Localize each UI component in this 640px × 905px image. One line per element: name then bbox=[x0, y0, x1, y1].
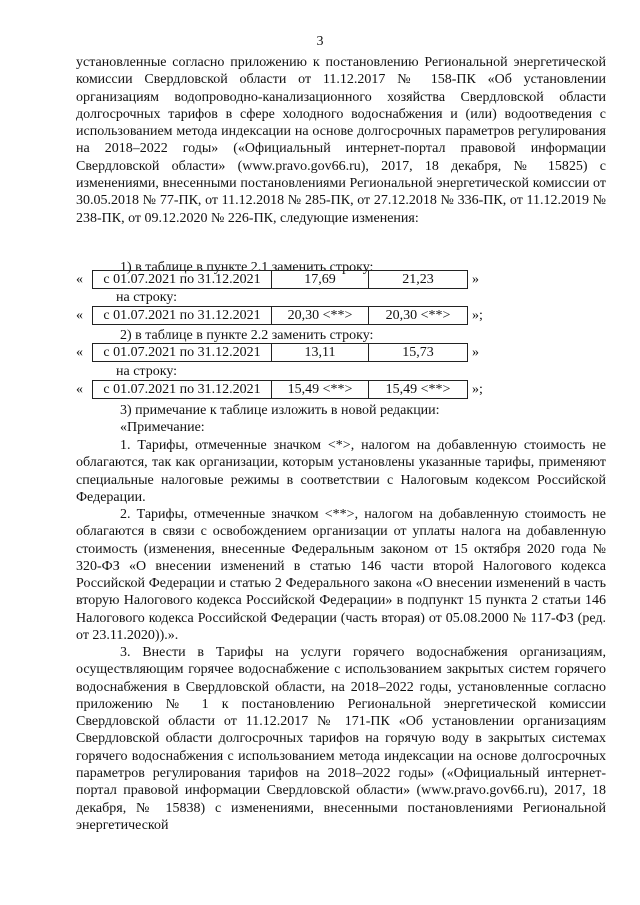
item-2-label: 2) в таблице в пункте 2.2 заменить строку: bbox=[120, 328, 374, 343]
period-cell: с 01.07.2021 по 31.12.2021 bbox=[93, 271, 272, 288]
tariff-table-row bbox=[92, 343, 468, 362]
tariff-value-cell: 20,30 <**> bbox=[385, 308, 451, 323]
close-quote: »; bbox=[472, 382, 483, 397]
open-quote: « bbox=[76, 345, 83, 360]
tariff-value-cell: 13,11 bbox=[272, 344, 369, 361]
tariff-table-row bbox=[92, 306, 468, 325]
replace-with-label: на строку: bbox=[116, 290, 178, 305]
note-title: «Примечание: bbox=[120, 420, 205, 435]
paragraph-intro: установленные согласно приложению к постановлению Региональной энергетической комиссии Свердловской области от 11.12.2017 № 158-ПК «Об установлении организациям водопроводно-канализационного хозяйства Свердловской области долгосрочных тарифов в сфере холодного водоснабжения и (или) водоотведения с использованием метода индексации на основе долгосрочных параметров регулирования на 2018–2022 годы» («Официальный интернет-портал правовой информации Свердловской области» (www.pravo.gov66.ru), 2017, 18 декабря, № 15825) с изменениями, внесенными постановлениями Региональной энергетической комиссии от 30.05.2018 № 77-ПК, от 11.12.2018 № 285-ПК, от 27.12.2018 № 336-ПК, от 11.12.2019 № 238-ПК, от 09.12.2020 № 226-ПК, следующие изменения: bbox=[76, 55, 606, 226]
period-cell: с 01.07.2021 по 31.12.2021 bbox=[93, 344, 272, 361]
paragraph-3: 3. Внести в Тарифы на услуги горячего водоснабжения организациям, осуществляющим горячее водоснабжение с использованием закрытых систем горячего водоснабжения в Свердловской области, на 2018–2022 годы, установленные согласно приложению № 1 к постановлению Региональной энергетической комиссии Свердловской области от 11.12.2017 № 171-ПК «Об установлении организациям Свердловской области долгосрочных тарифов на горячую воду в закрытых системах горячего водоснабжения с использованием метода индексации на основе долгосрочных параметров регулирования тарифов на 2018–2022 годы» («Официальный интернет-портал правовой информации Свердловской области» (www.pravo.gov66.ru), 2017, 18 декабря, № 15838) с изменениями, внесенными постановлениями Региональной энергетической bbox=[76, 645, 606, 833]
open-quote: « bbox=[76, 382, 83, 397]
close-quote: » bbox=[472, 345, 479, 360]
open-quote: « bbox=[76, 272, 83, 287]
page-number: 3 bbox=[316, 34, 324, 49]
tariff-value-cell: 17,69 bbox=[272, 271, 369, 288]
tariff-value-cell: 15,49 <**> bbox=[385, 382, 451, 397]
tariff-table-row bbox=[92, 270, 468, 289]
tariff-value-cell: 21,23 bbox=[402, 272, 434, 287]
tariff-value-cell: 15,49 <**> bbox=[272, 381, 369, 398]
close-quote: »; bbox=[472, 308, 483, 323]
tariff-value-cell: 15,73 bbox=[402, 345, 434, 360]
item-1-label: 1) в таблице в пункте 2.1 заменить строку: bbox=[120, 260, 374, 275]
item-3-label: 3) примечание к таблице изложить в новой редакции: bbox=[120, 403, 440, 418]
tariff-value-cell: 20,30 <**> bbox=[272, 307, 369, 324]
close-quote: » bbox=[472, 272, 479, 287]
period-cell: с 01.07.2021 по 31.12.2021 bbox=[93, 381, 272, 398]
note-1: 1. Тарифы, отмеченные значком <*>, налогом на добавленную стоимость не облагаются, так как организации, которым установлены указанные тарифы, применяют специальные налоговые режимы в соответствии с Налоговым кодексом Российской Федерации. bbox=[76, 438, 606, 505]
replace-with-label: на строку: bbox=[116, 364, 178, 379]
period-cell: с 01.07.2021 по 31.12.2021 bbox=[93, 307, 272, 324]
tariff-table-row bbox=[92, 380, 468, 399]
note-2: 2. Тарифы, отмеченные значком <**>, налогом на добавленную стоимость не облагаются в связи с освобождением организации от уплаты налога на добавленную стоимость (изменения, внесенные Федеральным законом от 15 октября 2020 года № 320-ФЗ «О внесении изменений в статью 146 части второй Налогового кодекса Российской Федерации и статью 2 Федерального закона «О внесении изменений в часть вторую Налогового кодекса Российской Федерации» в подпункт 15 пункта 2 статьи 146 Налогового кодекса Российской Федерации (часть вторая) от 05.08.2000 № 117-ФЗ (ред. от 23.11.2020)).». bbox=[76, 507, 606, 644]
open-quote: « bbox=[76, 308, 83, 323]
